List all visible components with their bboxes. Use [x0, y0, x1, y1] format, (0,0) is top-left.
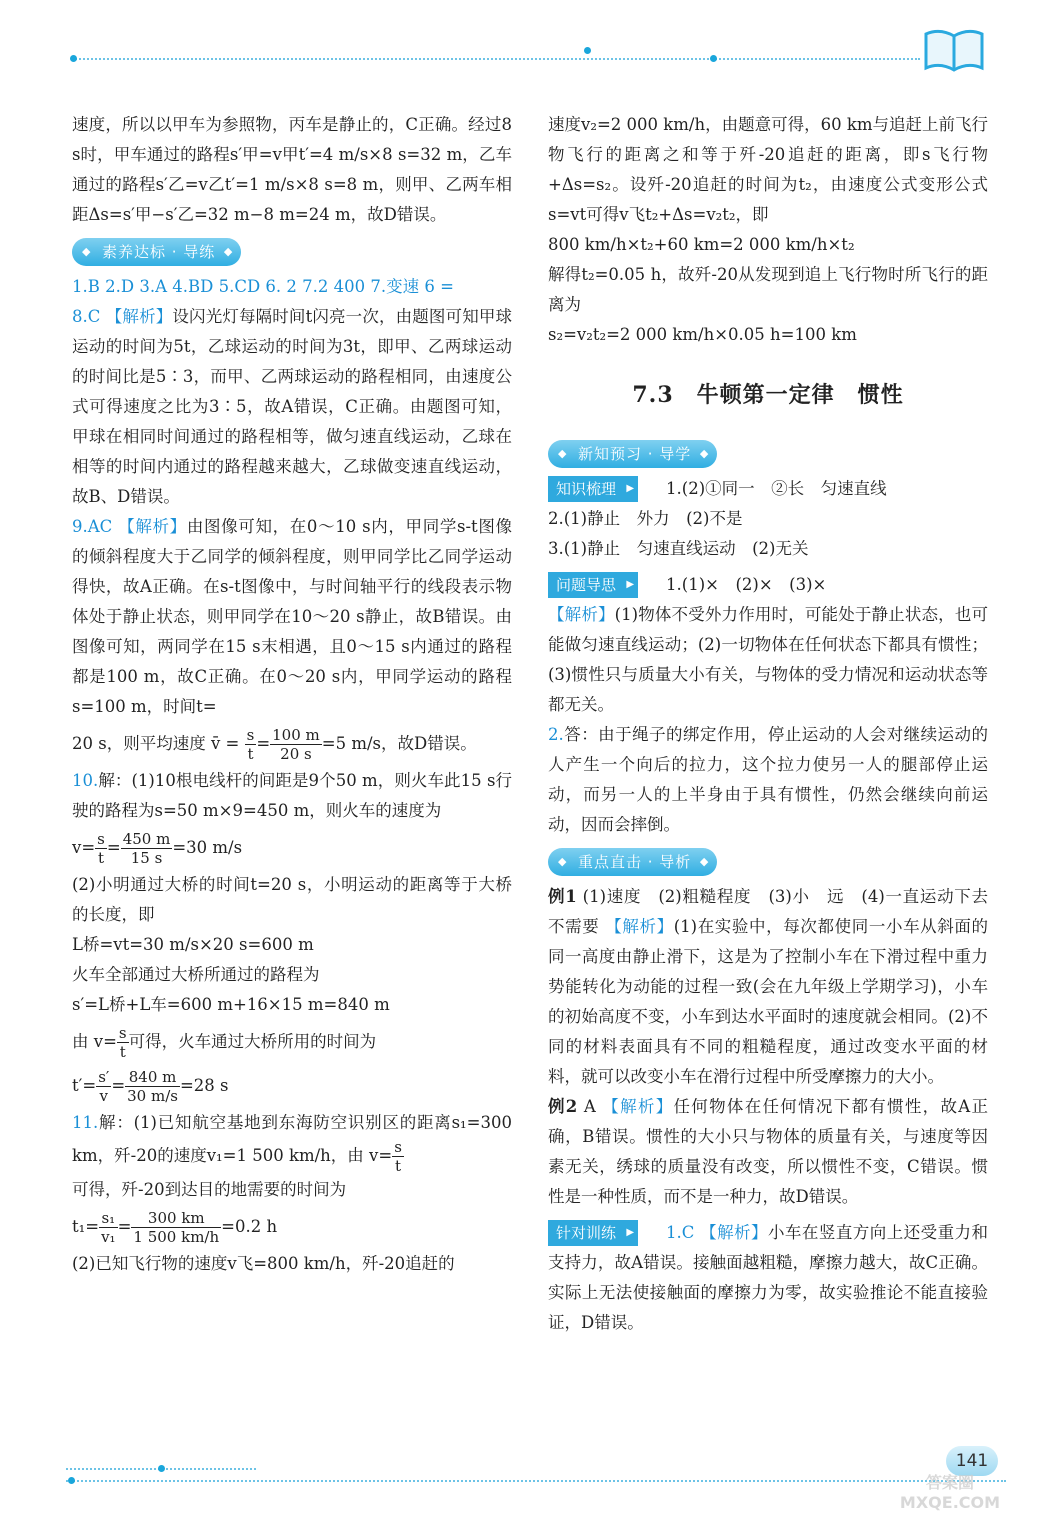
analysis-label: 【解析】: [548, 605, 615, 624]
header-dot: [70, 55, 77, 62]
denominator: t: [97, 849, 105, 867]
watermark: 答案圈 MXQE.COM: [899, 1473, 1001, 1512]
question-9: [72, 512, 512, 722]
numerator: s: [118, 1024, 127, 1042]
knowledge-row: [548, 474, 988, 504]
numerator: 300 km: [131, 1209, 221, 1228]
example-2: [548, 1092, 988, 1212]
answer-text: 2.(1)静止 外力 (2)不是: [548, 509, 743, 528]
denominator: 20 s: [280, 745, 312, 763]
formula-text: 可得，火车通过大桥所用的时间为: [128, 1032, 377, 1051]
equals: =: [117, 1217, 132, 1236]
answer-list: 1.B 2.D 3.A 4.BD 5.CD 6. 2 7.2 400 7.变速 6 =: [72, 277, 454, 296]
fraction: [121, 830, 173, 867]
denominator: v₁: [101, 1228, 116, 1246]
numerator: 840 m: [125, 1068, 180, 1087]
left-column: [72, 110, 512, 1279]
paragraph: 速度，所以以甲车为参照物，丙车是静止的，C正确。经过8 s时，甲车通过的路程s′甲=v甲t′=4 m/s×8 s=32 m，乙车通过的路程s′乙=v乙t′=1 m/s×8 s=8 m，则甲、乙两车相距Δs=s′甲−s′乙=32 m−8 m=24 m，故D错误。: [72, 115, 512, 224]
question-number: 8.C: [72, 307, 101, 326]
numerator: s₁: [99, 1209, 118, 1228]
formula-line: s′=L桥+L车=600 m+16×15 m=840 m: [72, 995, 390, 1014]
page-number: 141: [946, 1446, 998, 1476]
answer-text: (1)速度 (2)粗糙程度 (3)小 远 (4)一直运动下去 不需要: [548, 887, 1005, 936]
solution-text: (2)小明通过大桥的时间t=20 s，小明运动的距离等于大桥的长度，即: [72, 875, 512, 924]
question-11: [72, 1108, 512, 1175]
formula-text: t₁=: [72, 1217, 100, 1236]
analysis-label: 【解析】: [605, 917, 674, 936]
fraction: [96, 1068, 111, 1105]
analysis-text: 设闪光灯每隔时间t闪亮一次，由题图可知甲球运动的时间为5t，乙球运动的时间为3t，即甲、乙两球运动的时间比是5∶3，而甲、乙两球运动的路程相同，由速度公式可得速度之比为3∶5，故A错误，C正确。由题图可知，甲球在相同时间通过的路程相等，做匀速直线运动，乙球在相等的时间内通过的路程越来越大，乙球做变速直线运动，故B、D错误。: [72, 307, 513, 506]
answer-text: 答：由于绳子的绑定作用，停止运动的人会对继续运动的人产生一个向后的拉力，这个拉力使另一人的腿部停止运动，而另一人的上半身由于具有惯性，仍然会继续向前运动，因而会摔倒。: [548, 725, 988, 834]
answer-text: A: [583, 1097, 596, 1116]
fraction: [125, 1068, 180, 1105]
solution-text: 火车全部通过大桥所通过的路程为: [72, 965, 320, 984]
footer-dotted-line: [66, 1480, 1006, 1482]
header-dot: [710, 55, 717, 62]
formula-text: 20 s，则平均速度 v̄ =: [72, 734, 240, 753]
equals: =: [106, 838, 121, 857]
header-dot: [584, 47, 591, 54]
denominator: 15 s: [130, 849, 163, 867]
question-8: [72, 302, 512, 512]
analysis-label: 【解析】: [700, 1223, 768, 1242]
formula-line: s₂=v₂t₂=2 000 km/h×0.05 h=100 km: [548, 325, 857, 344]
question-number: 9.AC: [72, 517, 113, 536]
formula-text: v=: [72, 838, 96, 857]
paragraph: 解得t₂=0.05 h，故歼-20从发现到追上飞行物时所飞行的距离为: [548, 265, 988, 314]
example-label: 例1: [548, 887, 577, 906]
fraction: [99, 1209, 118, 1246]
section-banner: ◆ 素养达标 · 导练 ◆: [72, 238, 241, 266]
tag-label: 问题导思 ▶: [548, 572, 638, 598]
analysis-label: 【解析】: [602, 1097, 674, 1116]
section-title: 7.3 牛顿第一定律 惯性: [632, 382, 904, 408]
formula-line: 800 km/h×t₂+60 km=2 000 km/h×t₂: [548, 235, 855, 254]
equals: =: [111, 1076, 126, 1095]
paragraph: 速度v₂=2 000 km/h，由题意可得，60 km与追赶上前飞行物飞行的距离之和等于歼-20追赶的距离，即s飞行物+Δs=s₂。设歼-20追赶的时间为t₂，由速度公式变形公式s=vt可得v飞t₂+Δs=v₂t₂，即: [548, 115, 988, 224]
analysis-text: 任何物体在任何情况下都有惯性，故A正确，B错误。惯性的大小只与物体的质量有关，与速度等因素无关，绣球的质量没有改变，所以惯性不变，C错误。惯性是一种性质，而不是一种力，故D错误。: [548, 1097, 988, 1206]
denominator: v: [99, 1087, 108, 1105]
analysis: [548, 600, 988, 720]
analysis-text: (1)物体不受外力作用时，可能处于静止状态，也可能做匀速直线运动；(2)一切物体在任何状态下都具有惯性；(3)惯性只与质量大小有关，与物体的受力情况和运动状态等都无关。: [548, 605, 989, 714]
numerator: s: [394, 1138, 402, 1156]
analysis-text: (1)在实验中，每次都使同一小车从斜面的同一高度由静止滑下，这是为了控制小车在下滑过程中重力势能转化为动能的过程一致(会在九年级上学期学习)，小车的初始高度不变，小车到达水平面时的速度就会相同。(2)不同的材料表面具有不同的粗糙程度，通过改变水平面的材料，就可以改变小车在滑行过程中所受摩擦力的大小。: [548, 917, 989, 1086]
fraction: [95, 830, 107, 867]
question-row: [548, 570, 988, 600]
denominator: t: [395, 1157, 402, 1175]
fraction: [392, 1138, 404, 1175]
answer-text: 1.C: [666, 1223, 695, 1242]
analysis-label: 【解析】: [105, 307, 173, 326]
formula-text: t′=: [72, 1076, 97, 1095]
denominator: 1 500 km/h: [133, 1228, 220, 1246]
equals: =: [256, 734, 271, 753]
answer-text: 1.(1)× (2)× (3)×: [666, 575, 827, 594]
analysis-text: 小车在竖直方向上还受重力和支持力，故A错误。接触面越粗糙，摩擦力越大，故C正确。实际上无法使接触面的摩擦力为零，故实验推论不能直接验证，D错误。: [548, 1223, 989, 1332]
training-row: [548, 1218, 988, 1338]
answer-text: 3.(1)静止 匀速直线运动 (2)无关: [548, 539, 809, 558]
question-number: 2.: [548, 725, 564, 744]
solution-text: 可得，歼-20到达目的地需要的时间为: [72, 1180, 347, 1199]
answer-2: [548, 720, 988, 840]
example-label: 例2: [548, 1097, 578, 1116]
question-number: 10.: [72, 771, 99, 790]
footer-dot: [68, 1477, 75, 1484]
formula-text: =30 m/s: [172, 838, 243, 857]
formula-line: L桥=vt=30 m/s×20 s=600 m: [72, 935, 314, 954]
section-banner: ◆ 新知预习 · 导学 ◆: [548, 440, 717, 468]
solution-text: 解：(1)已知航空基地到东海防空识别区的距离s₁=300 km，歼-20的速度v₁=1 500 km/h，由 v=: [72, 1113, 512, 1165]
numerator: s: [97, 830, 105, 848]
denominator: 30 m/s: [127, 1087, 178, 1105]
formula-line: [72, 722, 512, 766]
formula-text: =0.2 h: [221, 1217, 278, 1236]
header-dotted-line: [72, 58, 920, 60]
formula-line: [72, 1064, 512, 1108]
fraction: [270, 726, 322, 763]
denominator: t: [247, 745, 254, 763]
tag-label: 知识梳理 ▶: [548, 476, 638, 502]
fraction: [117, 1024, 129, 1061]
tag-label: 针对训练 ▶: [548, 1220, 638, 1246]
analysis-label: 【解析】: [118, 517, 187, 536]
solution-text: (2)已知飞行物的速度v飞=800 km/h，歼-20追赶的: [72, 1254, 455, 1273]
denominator: t: [119, 1043, 126, 1061]
fraction: [131, 1209, 221, 1246]
solution-text: 解：(1)10根电线杆的间距是9个50 m，则火车此15 s行驶的路程为s=50 m×9=450 m，则火车的速度为: [72, 771, 512, 820]
formula-text: =5 m/s，故D错误。: [321, 734, 477, 753]
fraction: [245, 726, 257, 763]
question-number: 11.: [72, 1113, 99, 1132]
numerator: s: [246, 726, 255, 744]
formula-text: =28 s: [179, 1076, 229, 1095]
book-icon: [922, 26, 986, 74]
question-10: [72, 766, 512, 826]
example-1: [548, 882, 1005, 1092]
analysis-text: 由图像可知，在0～10 s内，甲同学s-t图像的倾斜程度大于乙同学的倾斜程度，则甲同学比乙同学运动得快，故A正确。在s-t图像中，与时间轴平行的线段表示物体处于静止状态，则甲同学在10～20 s静止，故B错误。由图像可知，两同学在15 s末相遇，且0～15 s内通过的路程都是100 m，故C正确。在0～20 s内，甲同学运动的路程s=100 m，时间t=: [72, 517, 512, 716]
numerator: 450 m: [122, 830, 171, 848]
formula-line: [72, 826, 512, 870]
formula-text: 由 v=: [72, 1032, 117, 1051]
right-column: [548, 110, 1005, 1338]
footer-dot: [158, 1465, 165, 1472]
numerator: s′: [98, 1068, 110, 1086]
section-banner: ◆ 重点直击 · 导析 ◆: [548, 848, 717, 876]
numerator: 100 m: [272, 726, 320, 744]
answer-text: 1.(2)①同一 ②长 匀速直线: [666, 479, 887, 498]
formula-line: [72, 1020, 512, 1064]
formula-line: [72, 1205, 512, 1249]
